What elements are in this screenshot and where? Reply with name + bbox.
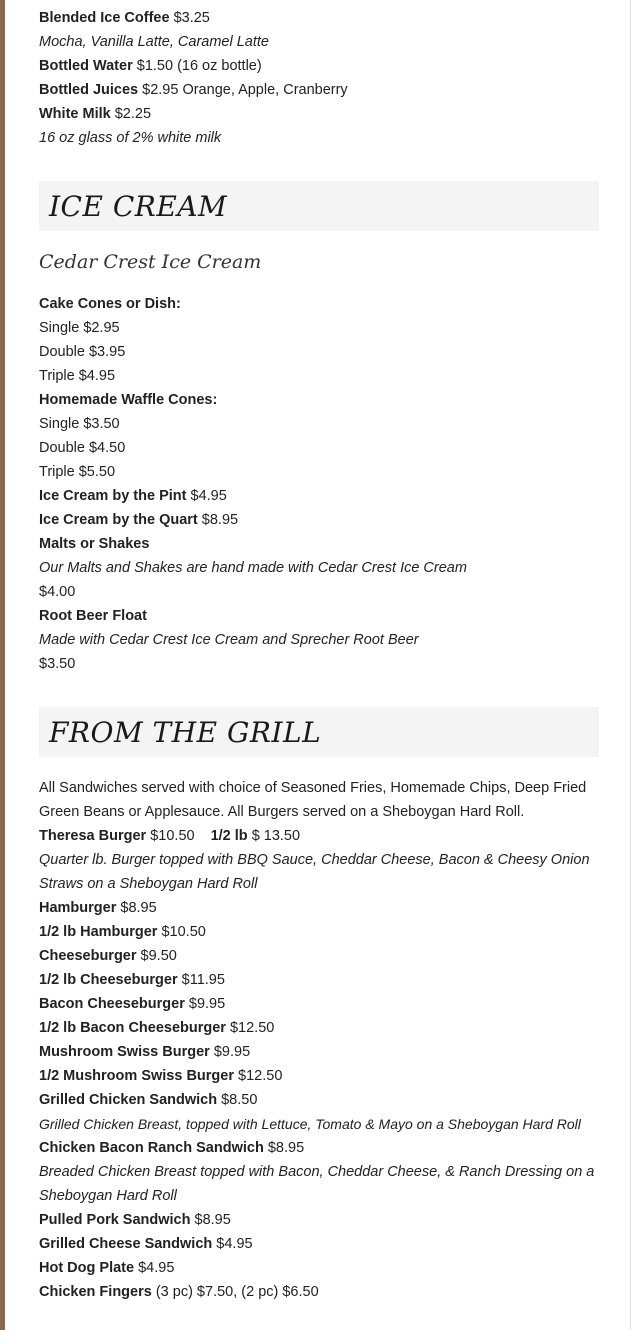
item-price: $12.50 xyxy=(238,1068,283,1084)
item-note: Grilled Chicken Breast, topped with Lettuce, Tomato & Mayo on a Sheboygan Hard Roll xyxy=(39,1116,581,1132)
item-price: $9.50 xyxy=(140,948,177,964)
section-title: ICE CREAM xyxy=(49,190,228,223)
menu-item xyxy=(39,968,601,992)
half-lb-price: $ 13.50 xyxy=(251,828,301,844)
float-note: Made with Cedar Crest Ice Cream and Sprecher Root Beer xyxy=(39,632,419,648)
item-price: $9.95 xyxy=(188,996,226,1012)
item-name: Bottled Juices xyxy=(39,82,139,98)
cake-double: Double $3.95 xyxy=(39,344,126,360)
menu-item xyxy=(39,944,601,968)
item-name: Bacon Cheeseburger xyxy=(39,996,185,1012)
drinks-list xyxy=(39,6,601,150)
item-price: $1.50 (16 oz bottle) xyxy=(136,58,262,74)
waffle-triple: Triple $5.50 xyxy=(39,464,116,480)
item-note: 16 oz glass of 2% white milk xyxy=(39,130,222,146)
menu-item xyxy=(39,6,601,30)
item-name: Grilled Chicken Sandwich xyxy=(39,1092,218,1108)
grill-section-header xyxy=(39,707,599,757)
item-name: Bottled Water xyxy=(39,58,133,74)
item-price: $10.50 xyxy=(161,924,206,940)
item-note: Quarter lb. Burger topped with BBQ Sauce, Cheddar Cheese, Bacon & Cheesy Onion Straws on a Sheboygan Hard Roll xyxy=(39,852,590,892)
malts-price: $4.00 xyxy=(39,584,76,600)
item-price: $8.95 xyxy=(201,512,239,528)
menu-item xyxy=(39,920,601,944)
menu-item xyxy=(39,78,601,102)
menu-item xyxy=(39,1256,601,1280)
item-price: $12.50 xyxy=(229,1020,275,1036)
menu-item xyxy=(39,1040,601,1064)
menu-item xyxy=(39,102,601,126)
item-note: Breaded Chicken Breast topped with Bacon, Cheddar Cheese, & Ranch Dressing on a Sheboygan Hard Roll xyxy=(39,1164,595,1204)
item-name: Theresa Burger xyxy=(39,828,147,844)
ice-cream-section-header xyxy=(39,181,599,231)
malts-note: Our Malts and Shakes are hand made with Cedar Crest Ice Cream xyxy=(39,560,467,576)
item-price: $3.25 xyxy=(173,10,210,26)
left-accent-bar xyxy=(0,0,5,1330)
item-price: $8.95 xyxy=(120,900,157,916)
item-price: $4.95 xyxy=(190,488,227,504)
item-name: 1/2 Mushroom Swiss Burger xyxy=(39,1068,234,1084)
item-price: (3 pc) $7.50, (2 pc) $6.50 xyxy=(155,1284,319,1300)
item-name: Hamburger xyxy=(39,900,117,916)
menu-item xyxy=(39,508,601,532)
item-name: Pulled Pork Sandwich xyxy=(39,1212,191,1228)
menu-item xyxy=(39,824,601,848)
menu-item xyxy=(39,896,601,920)
ice-cream-subtitle: Cedar Crest Ice Cream xyxy=(39,251,262,273)
menu-item xyxy=(39,992,601,1016)
item-name: Chicken Bacon Ranch Sandwich xyxy=(39,1140,264,1156)
item-name: White Milk xyxy=(39,106,111,122)
item-name: 1/2 lb Cheeseburger xyxy=(39,972,178,988)
cake-triple: Triple $4.95 xyxy=(39,368,116,384)
menu-item xyxy=(39,1136,601,1160)
menu-item xyxy=(39,1088,601,1112)
item-price: $11.95 xyxy=(181,972,225,988)
item-name: Grilled Cheese Sandwich xyxy=(39,1236,213,1252)
item-price: $8.95 xyxy=(194,1212,231,1228)
item-price: $2.95 Orange, Apple, Cranberry xyxy=(142,82,348,98)
menu-item xyxy=(39,1280,601,1304)
item-name: Mushroom Swiss Burger xyxy=(39,1044,210,1060)
ice-cream-list xyxy=(39,250,601,676)
item-price: $4.95 xyxy=(138,1260,175,1276)
item-name: 1/2 lb Hamburger xyxy=(39,924,158,940)
item-name: Chicken Fingers xyxy=(39,1284,152,1300)
item-name: Ice Cream by the Pint xyxy=(39,488,187,504)
half-lb-label: 1/2 lb xyxy=(210,828,248,844)
grill-intro: All Sandwiches served with choice of Seasoned Fries, Homemade Chips, Deep Fried Green Beans or Applesauce. All Burgers served on a Sheboygan Hard Roll. xyxy=(39,780,587,820)
item-price: $4.95 xyxy=(216,1236,253,1252)
item-name: Hot Dog Plate xyxy=(39,1260,135,1276)
item-name: Blended Ice Coffee xyxy=(39,10,170,26)
menu-item xyxy=(39,1232,601,1256)
float-name: Root Beer Float xyxy=(39,608,147,624)
item-name: 1/2 lb Bacon Cheeseburger xyxy=(39,1020,226,1036)
waffle-cones-label: Homemade Waffle Cones: xyxy=(39,392,218,408)
item-price: $9.95 xyxy=(213,1044,251,1060)
right-divider xyxy=(630,0,631,1330)
waffle-single: Single $3.50 xyxy=(39,416,120,432)
menu-item xyxy=(39,1016,601,1040)
item-name: Ice Cream by the Quart xyxy=(39,512,198,528)
menu-item xyxy=(39,1064,601,1088)
item-note: Mocha, Vanilla Latte, Caramel Latte xyxy=(39,34,269,50)
grill-list xyxy=(39,776,601,1304)
item-price: $8.95 xyxy=(267,1140,305,1156)
menu-item xyxy=(39,54,601,78)
item-name: Cheeseburger xyxy=(39,948,137,964)
item-price: $8.50 xyxy=(221,1092,258,1108)
item-price: $2.25 xyxy=(114,106,152,122)
section-title: FROM THE GRILL xyxy=(49,716,322,749)
menu-item xyxy=(39,484,601,508)
cake-cones-label: Cake Cones or Dish: xyxy=(39,296,181,312)
float-price: $3.50 xyxy=(39,656,76,672)
malts-name: Malts or Shakes xyxy=(39,536,150,552)
cake-single: Single $2.95 xyxy=(39,320,120,336)
item-price: $10.50 xyxy=(150,828,195,844)
waffle-double: Double $4.50 xyxy=(39,440,126,456)
menu-item xyxy=(39,1208,601,1232)
